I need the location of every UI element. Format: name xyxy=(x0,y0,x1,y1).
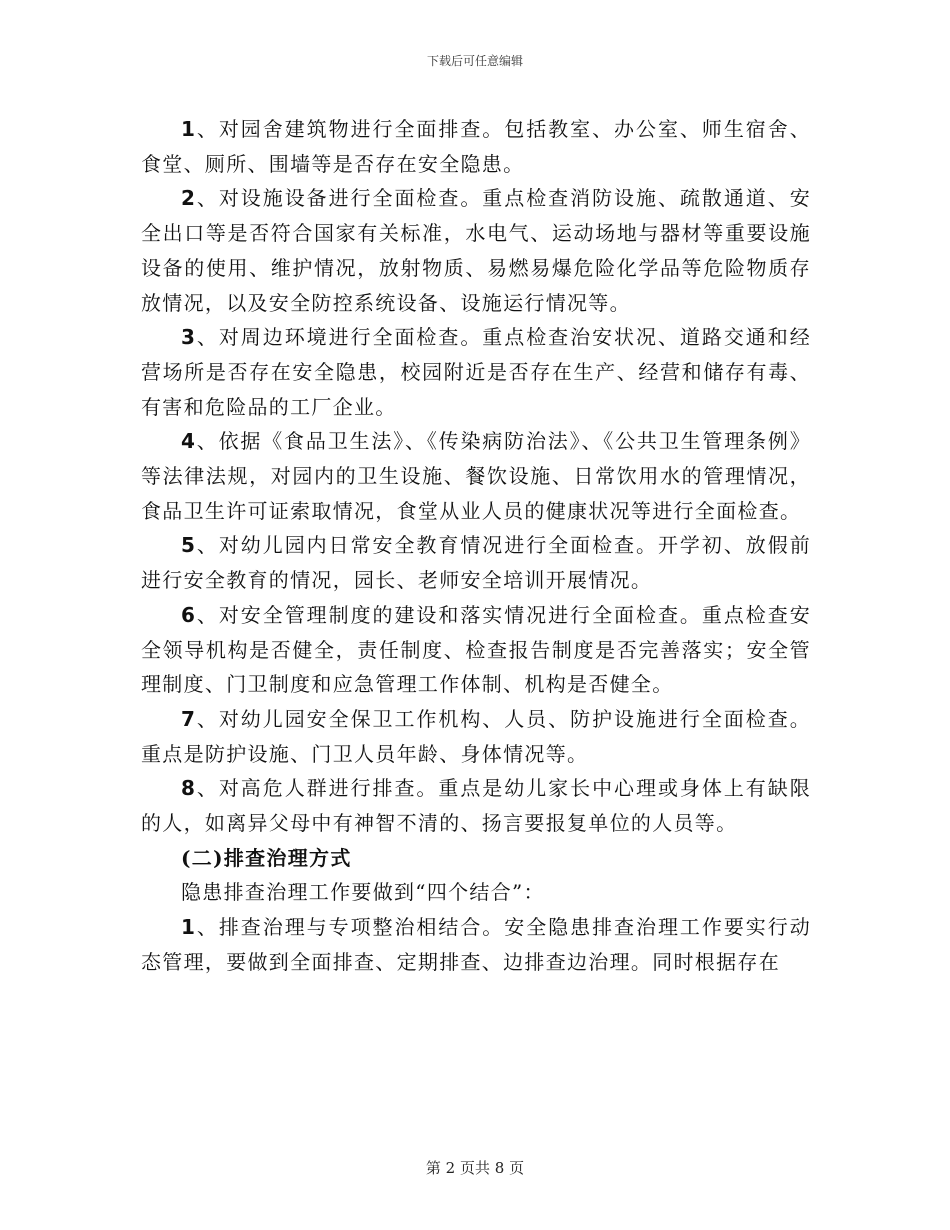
intro-paragraph: 隐患排查治理工作要做到“四个结合”： xyxy=(181,880,545,905)
item-number: 1 xyxy=(181,117,197,141)
item-number: 7 xyxy=(181,706,197,731)
list-item xyxy=(141,528,811,597)
item-number: 4 xyxy=(181,429,197,454)
list-item xyxy=(141,598,811,702)
item-text: 、对幼儿园安全保卫工作机构、人员、防护设施进行全面检查。重点是防护设施、门卫人员年龄、身体情况等。 xyxy=(141,706,811,766)
item-text: 、对周边环境进行全面检查。重点检查治安状况、道路交通和经营场所是否存在安全隐患，校园附近是否存在生产、经营和储存有毒、有害和危险品的工厂企业。 xyxy=(141,325,811,419)
item-number: 6 xyxy=(181,602,197,627)
item-text: 、对设施设备进行全面检查。重点检查消防设施、疏散通道、安全出口等是否符合国家有关标准，水电气、运动场地与器材等重要设施设备的使用、维护情况，放射物质、易燃易爆危险化学品等危险物质存放情况，以及安全防控系统设备、设施运行情况等。 xyxy=(141,186,811,315)
list-item xyxy=(141,112,811,181)
item-text: 、对幼儿园内日常安全教育情况进行全面检查。开学初、放假前进行安全教育的情况，园长、老师安全培训开展情况。 xyxy=(141,533,811,593)
item-text: 、对安全管理制度的建设和落实情况进行全面检查。重点检查安全领导机构是否健全，责任制度、检查报告制度是否完善落实；安全管理制度、门卫制度和应急管理工作体制、机构是否健全。 xyxy=(141,602,811,697)
item-text: 、依据《食品卫生法》、《传染病防治法》、《公共卫生管理条例》等法律法规，对园内的卫生设施、餐饮设施、日常饮用水的管理情况，食品卫生许可证索取情况，食堂从业人员的健康状况等进行全面检查。 xyxy=(141,429,811,523)
list-item xyxy=(141,424,811,528)
item-number: 2 xyxy=(181,186,197,211)
item-number: 5 xyxy=(181,533,197,558)
item-text: 、对园舍建筑物进行全面排查。包括教室、办公室、师生宿舍、食堂、厕所、围墙等是否存在安全隐患。 xyxy=(141,117,811,176)
list-item xyxy=(141,771,811,840)
item-number: 3 xyxy=(181,325,197,350)
list-item xyxy=(141,702,811,771)
section-heading: (二)排查治理方式 xyxy=(181,845,352,870)
list-item xyxy=(141,320,811,424)
item-text: 、对高危人群进行排查。重点是幼儿家长中心理或身体上有缺限的人，如离异父母中有神智不清的、扬言要报复单位的人员等。 xyxy=(141,776,811,836)
item-text: 、排查治理与专项整治相结合。安全隐患排查治理工作要实行动态管理，要做到全面排查、定期排查、边排查边治理。同时根据存在 xyxy=(141,915,811,974)
item-number: 8 xyxy=(181,776,197,801)
document-body xyxy=(141,112,811,980)
page-footer: 第 2 页共 8 页 xyxy=(425,1159,525,1177)
list-item xyxy=(141,910,811,979)
list-item xyxy=(141,181,811,320)
page-header: 下载后可任意编辑 xyxy=(426,54,523,68)
item-number: 1 xyxy=(181,915,197,940)
